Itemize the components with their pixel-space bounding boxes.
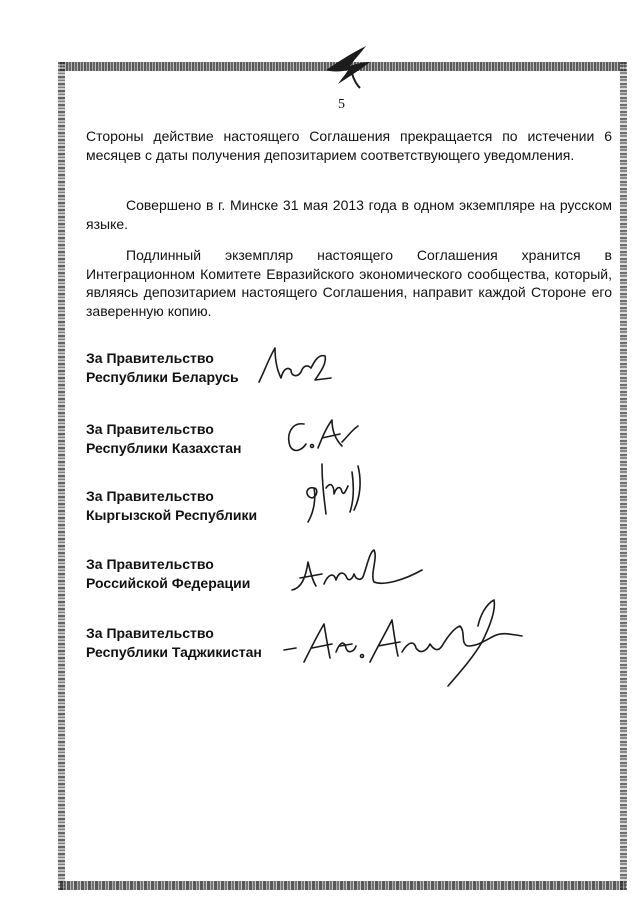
signatory-label-line1: За Правительство [86, 556, 214, 572]
paragraph-done-at: Совершено в г. Минске 31 мая 2013 года в одном экземпляре на русском языке. [86, 197, 612, 232]
paragraph-depositary: Подлинный экземпляр настоящего Соглашения хранится в Интеграционном Комитете Евразийского экономического сообщества, который, являясь депозитарием настоящего Соглашения, направит каждой Стороне его заверенную копию. [86, 247, 612, 319]
signature-kazakhstan [282, 412, 362, 458]
scan-border-right [620, 62, 627, 890]
signatory-label-line2: Российской Федерации [86, 574, 251, 591]
signatory-label-line2: Республики Казахстан [86, 439, 242, 456]
signatory-label-line2: Кыргызской Республики [86, 506, 258, 523]
signature-tajikistan [282, 596, 532, 691]
scan-border-bottom [60, 881, 626, 890]
page-number: 5 [338, 97, 345, 112]
paragraph-termination: Стороны действие настоящего Соглашения прекращается по истечении 6 месяцев с даты получения депозитарием соответствующего уведомления. [86, 128, 612, 163]
signatory-label-line1: За Правительство [86, 421, 214, 437]
signatory-kazakhstan [86, 420, 241, 457]
signatory-kyrgyzstan [86, 487, 257, 524]
signatory-belarus [86, 349, 239, 386]
binding-seal-emblem [320, 40, 376, 92]
signatory-label-line2: Республики Беларусь [86, 368, 239, 385]
signatory-label-line1: За Правительство [86, 488, 214, 504]
signatory-label-line2: Республики Таджикистан [86, 643, 262, 660]
signature-kyrgyzstan [300, 458, 380, 528]
signatory-russia [86, 555, 250, 592]
signatory-tajikistan [86, 624, 262, 661]
signature-belarus [255, 340, 335, 390]
scan-border-left [58, 62, 65, 890]
signatory-label-line1: За Правительство [86, 625, 214, 641]
signature-russia [288, 540, 428, 600]
signatory-label-line1: За Правительство [86, 350, 214, 366]
